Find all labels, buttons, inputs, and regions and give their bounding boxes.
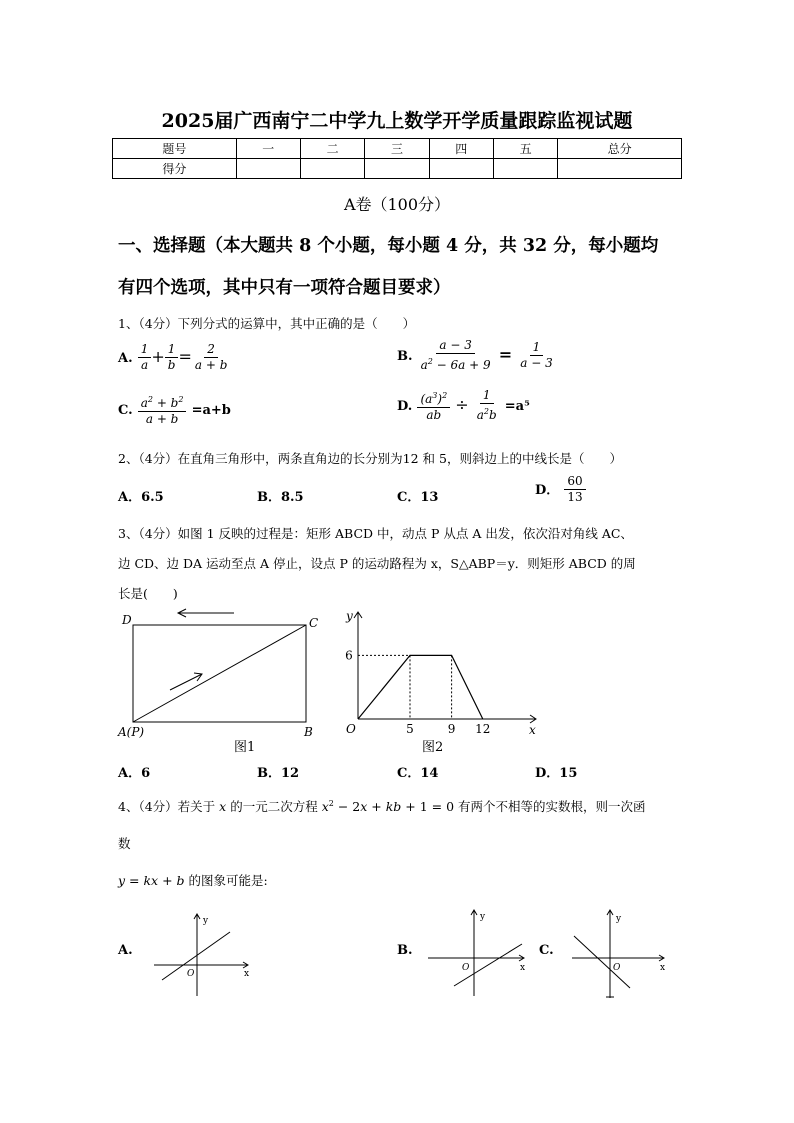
q4-option-b-label: B. (397, 943, 413, 958)
chart-tick-labels (345, 648, 490, 736)
q4-graph-c (568, 906, 674, 1000)
q4-text-d: 的图象可能是: (188, 873, 268, 888)
origin-label: O (187, 969, 195, 979)
fraction: $\frac{1}{b}$ (165, 342, 179, 373)
q4-text-a: 4、（4分）若关于 (118, 799, 216, 814)
section-a-heading: A卷（100分） (343, 195, 451, 214)
label-c: C (309, 616, 319, 630)
y-axis-label: y (480, 912, 486, 922)
score-header-cell: 二 (300, 139, 364, 159)
fraction: $\frac{2}{a + b}$ (194, 342, 228, 372)
label-d: D (122, 613, 132, 627)
score-row-label: 得分 (113, 159, 237, 179)
label-a: A(P) (118, 725, 145, 739)
q3-stem-line1: 3、（4分）如图 1 反映的过程是：矩形 ABCD 中，动点 P 从点 A 出发，依次沿对角线 AC、 (118, 526, 633, 541)
score-table (112, 138, 682, 179)
fraction-numerator: 60 (564, 474, 585, 490)
series-line (358, 655, 483, 719)
q4-graph-a (148, 910, 260, 1000)
q2-option-a: A．6.5 (118, 490, 164, 505)
q1-stem: 1、（4分）下列分式的运算中，其中正确的是（ ） (118, 316, 416, 331)
fraction: $\frac{(a^3)^2}{ab}$ (417, 388, 450, 423)
figure1-rectangle (112, 604, 332, 756)
function-line (162, 932, 230, 980)
q2-option-c: C．13 (397, 490, 439, 505)
figure1-caption: 图1 (234, 740, 256, 755)
fraction (564, 474, 585, 505)
score-header-cell: 一 (236, 139, 300, 159)
fraction: $\frac{1}{a}$ (138, 342, 152, 373)
origin-label: O (462, 963, 470, 973)
y-axis-label: y (346, 609, 353, 623)
diagonal-ac (133, 625, 306, 722)
q4-option-c-label: C. (539, 943, 554, 958)
option-letter: C. (118, 403, 133, 418)
score-cell[interactable] (236, 159, 300, 179)
q4-stem-line1: 4、（4分）若关于 x 的一元二次方程 $x^2 - 2x$ + kb + 1 = 0 有两个不相等的实数根，则一次函 (118, 798, 646, 814)
q4-stem-line2: 数 (118, 836, 131, 851)
q1-option-b: B. $\frac{a - 3}{a^2 - 6a + 9}$ = $\frac{1}{a - 3}$ (397, 338, 556, 373)
q3-option-b: B．12 (257, 766, 300, 781)
q4-stem-line3: y = kx + b 的图象可能是: (118, 873, 268, 888)
score-cell[interactable] (300, 159, 364, 179)
x-axis-label: x (520, 963, 526, 973)
figure2-caption: 图2 (422, 740, 444, 755)
figure2-chart (328, 606, 554, 758)
score-header-cell: 题号 (113, 139, 237, 159)
function-line (574, 936, 630, 988)
q4-graph-b (424, 906, 536, 1000)
q3-option-d: D．15 (535, 766, 578, 781)
q2-option-d (535, 474, 586, 505)
score-header-cell: 四 (429, 139, 493, 159)
score-cell[interactable] (429, 159, 493, 179)
q1-option-c (118, 392, 231, 427)
x-axis-label: x (660, 963, 666, 973)
x-tick-label: 9 (447, 722, 456, 736)
score-header-cell: 五 (493, 139, 557, 159)
y-tick-label: 6 (345, 648, 353, 663)
x-axis-label: x (244, 969, 250, 979)
q2-stem: 2、（4分）在直角三角形中，两条直角边的长分别为12 和 5，则斜边上的中线长是（ ） (118, 451, 622, 466)
q2-option-b: B．8.5 (257, 490, 304, 505)
x-tick-label: 12 (475, 722, 491, 736)
option-letter: B. (397, 349, 413, 364)
section1-heading-line2: 有四个选项，其中只有一项符合题目要求） (118, 278, 451, 298)
arrow-up-right-icon (170, 674, 202, 690)
x-axis-label: x (529, 723, 536, 737)
q3-option-c: C．14 (397, 766, 439, 781)
section1-heading-line1: 一、选择题（本大题共 8 个小题，每小题 4 分，共 32 分，每小题均 (118, 236, 659, 256)
fraction: $\frac{1}{a^2b}$ (476, 388, 497, 422)
fraction: $\frac{1}{a - 3}$ (520, 340, 553, 370)
q1-d-result: =a⁵ (504, 399, 530, 414)
score-header-row (113, 139, 682, 159)
score-row (113, 159, 682, 179)
fraction: $\frac{a^2 + b^2}{a + b}$ (138, 392, 187, 427)
option-letter: D． (535, 483, 560, 498)
score-header-cell: 总分 (558, 139, 682, 159)
score-header-cell: 三 (365, 139, 429, 159)
fraction: $\frac{a - 3}{a^2 - 6a + 9}$ (420, 338, 491, 372)
chart-guides (358, 655, 452, 719)
q4-text-b: 的一元二次方程 (230, 799, 318, 814)
score-cell[interactable] (365, 159, 429, 179)
score-cell[interactable] (558, 159, 682, 179)
y-axis-label: y (203, 916, 209, 926)
q1-c-result: =a+b (191, 403, 231, 418)
option-letter: A. (118, 351, 133, 366)
q3-stem-line3: 长是( ) (118, 586, 178, 601)
page-title: 2025届广西南宁二中学九上数学开学质量跟踪监视试题 (161, 110, 633, 132)
q3-stem-line2: 边 CD、边 DA 运动至点 A 停止，设点 P 的运动路程为 x，S△ABP＝y．则矩形 ABCD 的周 (118, 556, 636, 571)
x-tick-label: 5 (406, 722, 414, 736)
fraction-denominator: 13 (567, 490, 583, 504)
y-axis-label: y (616, 914, 622, 924)
q1-option-d: D. $\frac{(a^3)^2}{ab}$ ÷ $\frac{1}{a^2b}$ =a⁵ (397, 388, 530, 422)
q4-text-c: 有两个不相等的实数根，则一次函 (458, 799, 646, 814)
origin-label: O (613, 963, 621, 973)
q4-option-a-label: A. (118, 943, 133, 958)
label-b: B (304, 725, 313, 739)
origin-label: O (346, 722, 356, 736)
option-letter: D. (397, 399, 413, 414)
q1-option-a: A. $\frac{1}{a}$ + $\frac{1}{b}$ = $\frac{2}{a + b}$ (118, 342, 230, 373)
q3-option-a: A．6 (118, 766, 151, 781)
score-cell[interactable] (493, 159, 557, 179)
